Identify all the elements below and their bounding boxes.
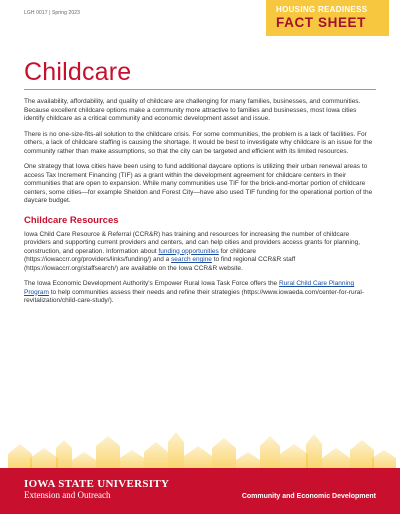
ccrr-text-c: to find regional CCR&R staff (https://iowaccrr.org/staffsearch/) are available on the Iowa CCR&R website. [24,256,296,272]
rural-child-care-link[interactable]: Rural Child Care Planning Program [24,280,355,296]
banner-bottom-text: FACT SHEET [276,15,367,30]
intro-paragraph: The availability, affordability, and quality of childcare are challenging for many families, businesses, and communities. Because excellent childcare options make a community more attractive to families and businesses, most Iowa cities identify childcare as a critical community and economic development asset and issue. [24,98,361,122]
ccrr-text-b: for childcare (https://iowaccrr.org/providers/links/funding/) and a [24,247,256,263]
tif-paragraph: One strategy that Iowa cities have been using to fund additional daycare options is utilizing their urban renewal areas to access Tax Increment Financing (TIF) as a grant within the development agreement for childcare centers in their communities that are open to expansion. While many communities use TIF for the brick-and-mortar portion of childcare centers, some cities—for example Sheldon and Forest City—have also used TIF funding for the operational portion of the daycare budget. [24,163,373,204]
ccrr-paragraph [24,231,376,274]
ieda-paragraph [24,280,376,306]
isu-logo [24,478,169,500]
solution-paragraph: There is no one-size-fits-all solution to the childcare crisis. For some communities, the problem is a lack of facilities. For others, a lack of childcare staffing is causing the shortage. It would be best to investigate why childcare is an issue for the community rather than make assumptions, so that the city can be targeted and efficient with its limited resources. [24,130,373,155]
banner-top-text: HOUSING READINESS [276,5,368,14]
search-engine-link[interactable]: search engine [171,256,212,263]
page-title: Childcare [24,58,132,86]
doc-code: LGH 0017 | Spring 2023 [24,10,81,16]
ccrr-text-a: Iowa Child Care Resource & Referral (CCR&R) has training and resources for increasing the number of childcare providers and supporting current providers and centers, and can help cities and providers access grants for planning, construction, and operation. Information about [24,230,361,255]
ieda-text-b: to help communities assess their needs and refine their strategies (https://www.iowaeda.com/center-for-rural-revitalization/child-care-study/). [24,288,364,304]
footer [0,468,400,514]
logo-sub-text: Extension and Outreach [24,490,111,500]
main-content [24,98,376,313]
fact-sheet-banner [266,0,389,36]
footer-unit-name: Community and Economic Development [241,493,376,500]
logo-main-text: IOWA STATE UNIVERSITY [24,478,170,490]
ieda-text-a: The Iowa Economic Development Authority's Empower Rural Iowa Task Force offers the [24,280,279,287]
funding-opportunities-link[interactable]: funding opportunities [158,247,219,255]
resources-heading: Childcare Resources [24,214,119,226]
title-divider [24,89,376,90]
